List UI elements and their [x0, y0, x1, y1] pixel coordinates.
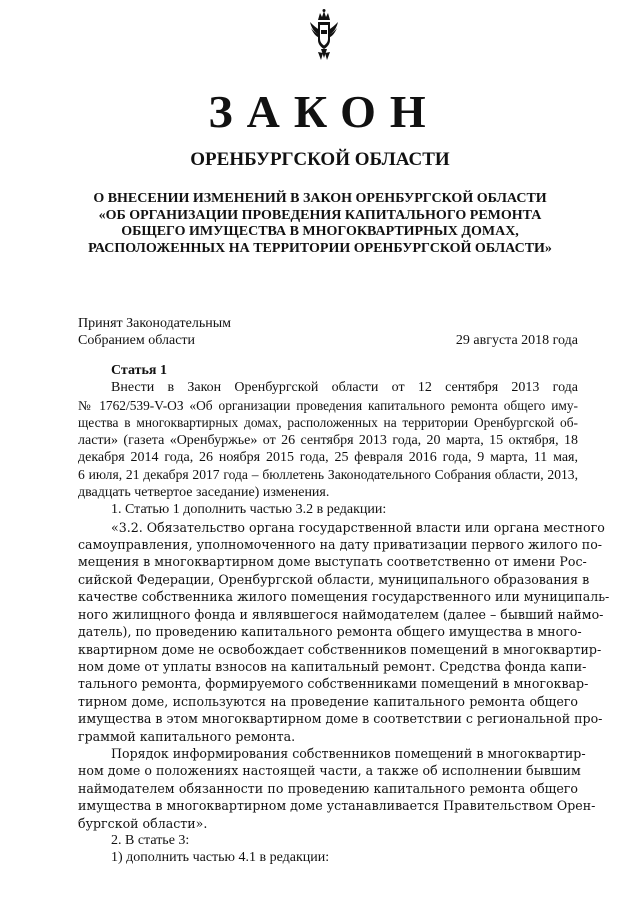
quote-line: имущества в многоквартирном доме устанавливается Правительством Орен-	[78, 798, 596, 814]
paragraph-line: двадцать четвертое заседание) изменения.	[78, 484, 330, 500]
quote-line: бургской области».	[78, 815, 208, 831]
amendment-item: 2. В статье 3:	[111, 832, 190, 848]
orenburg-coat-of-arms-icon	[308, 8, 340, 64]
quote-line: ном доме о положениях настоящей части, а также об исполнении бывшим	[78, 763, 581, 779]
quote-line: наймодателем обязанности по проведению капитального ремонта общего	[78, 780, 578, 796]
article-1	[78, 362, 610, 867]
quote-line: мещения в многоквартирном доме выступать соответственно от имени Рос-	[78, 554, 587, 570]
article-heading: Статья 1	[111, 363, 167, 378]
quote-line: тального ремонта, формируемого собственниками помещений в многоквар-	[78, 676, 589, 692]
region-title: ОРЕНБУРГСКОЙ ОБЛАСТИ	[190, 149, 450, 170]
quote-line: ного жилищного фонда и являвшегося наймодателем (далее – бывший наймо-	[78, 606, 604, 622]
quote-line: сийской Федерации, Оренбургской области, муниципального образования в	[78, 571, 590, 587]
law-subject	[50, 191, 590, 257]
adoption-date: 29 августа 2018 года	[455, 333, 578, 348]
paragraph-line: 6 июля, 21 декабря 2017 года – бюллетень Законодательного Собрания области, 2013,	[78, 467, 578, 483]
adoption-statement	[78, 315, 231, 349]
quote-line: качестве собственника жилого помещения государственного или муниципаль-	[78, 589, 610, 605]
adoption-line: Принят Законодательным	[78, 316, 231, 331]
quote-line: «3.2. Обязательство органа государственной власти или органа местного	[111, 519, 605, 535]
amendment-item: 1. Статью 1 дополнить частью 3.2 в редакции:	[111, 502, 387, 518]
subject-line: РАСПОЛОЖЕННЫХ НА ТЕРРИТОРИИ ОРЕНБУРГСКОЙ ОБЛАСТИ»	[88, 240, 552, 256]
law-title: ЗАКОН	[208, 86, 440, 137]
quote-line: имущества в этом многоквартирном доме в соответствии с региональной про-	[78, 711, 603, 727]
paragraph-line: № 1762/539-V-ОЗ «Об организации проведения капитального ремонта общего иму-	[78, 397, 578, 413]
paragraph-line: Внести в Закон Оренбургской области от 12 сентября 2013 года	[111, 380, 578, 396]
paragraph-line: декабря 2014 года, 26 ноября 2015 года, 25 февраля 2016 года, 9 марта, 11 мая,	[78, 450, 578, 466]
subject-line: ОБЩЕГО ИМУЩЕСТВА В МНОГОКВАРТИРНЫХ ДОМАХ,	[121, 224, 519, 239]
adoption-line: Собранием области	[78, 333, 196, 348]
quote-line: граммой капитального ремонта.	[78, 728, 296, 744]
quote-line: датель), по проведению капитального ремонта общего имущества в много-	[78, 624, 582, 640]
quote-line: ном доме от уплаты взносов на капитальный ремонт. Средства фонда капи-	[78, 658, 587, 674]
subject-line: О ВНЕСЕНИИ ИЗМЕНЕНИЙ В ЗАКОН ОРЕНБУРГСКОЙ ОБЛАСТИ	[93, 191, 547, 206]
quote-line: самоуправления, уполномоченного на дату приватизации первого жилого по-	[78, 537, 603, 553]
quote-line: квартирном доме не освобождает собственников помещений в многоквартир-	[78, 641, 602, 657]
paragraph-line: ласти» (газета «Оренбуржье» от 26 сентября 2013 года, 20 марта, 15 октября, 18	[78, 432, 578, 448]
amendment-subitem: 1) дополнить частью 4.1 в редакции:	[111, 850, 330, 866]
subject-line: «ОБ ОРГАНИЗАЦИИ ПРОВЕДЕНИЯ КАПИТАЛЬНОГО РЕМОНТА	[98, 207, 542, 223]
paragraph-line: щества в многоквартирных домах, расположенных на территории Оренбургской об-	[78, 415, 578, 431]
quote-line: Порядок информирования собственников помещений в многоквартир-	[111, 745, 586, 761]
quote-line: тирном доме, используются на проведение капитального ремонта общего	[78, 693, 578, 709]
